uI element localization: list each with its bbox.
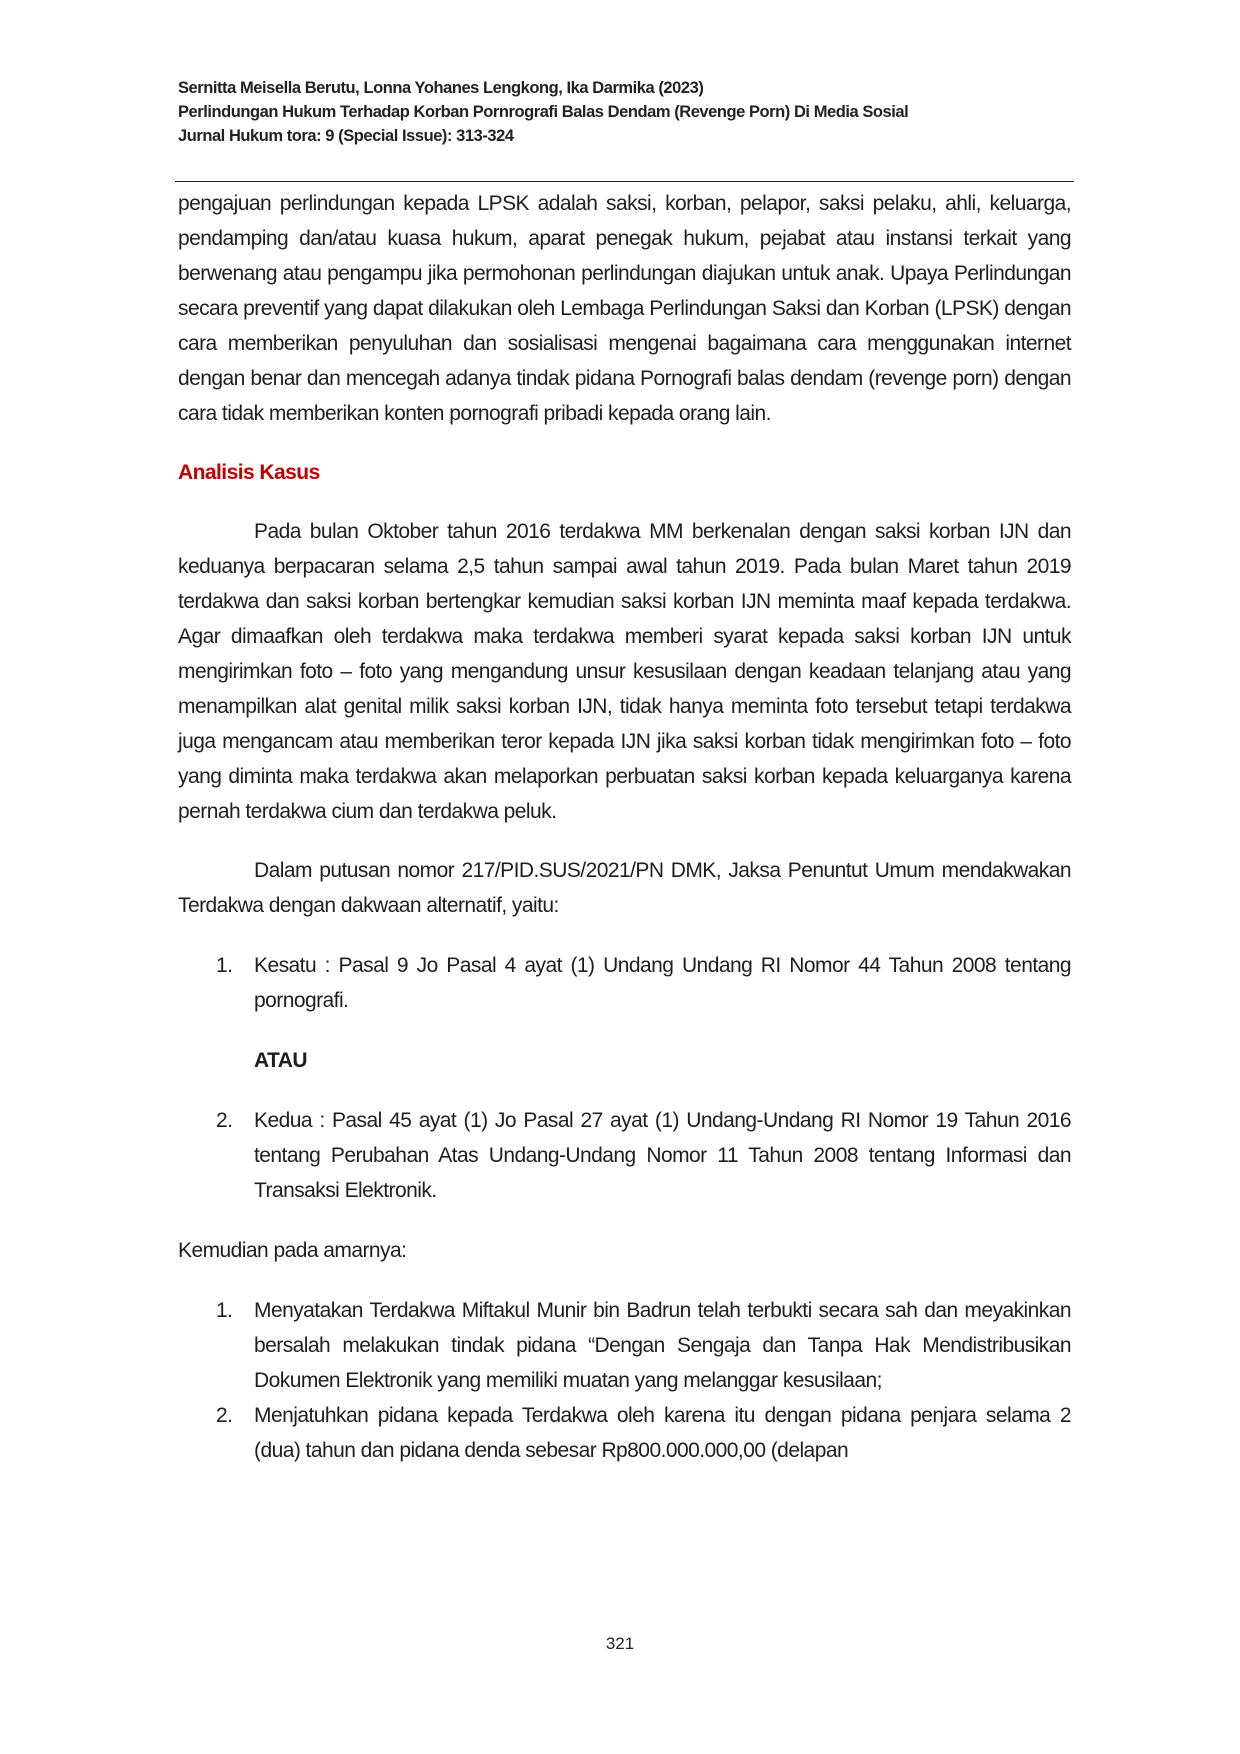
ruling-item <box>178 1293 1071 1398</box>
verdict-intro-paragraph: Dalam putusan nomor 217/PID.SUS/2021/PN DMK, Jaksa Penuntut Umum mendakwakan Terdakwa dengan dakwaan alternatif, yaitu: <box>178 859 1071 917</box>
list-number: 2. <box>216 1109 233 1132</box>
spacer <box>178 1018 1071 1043</box>
rulings-list <box>178 1293 1071 1468</box>
spacer <box>178 923 1071 948</box>
connector-atau: ATAU <box>254 1049 308 1072</box>
running-header <box>178 76 1078 148</box>
spacer <box>178 1268 1071 1293</box>
spacer <box>178 1208 1071 1233</box>
charges-list-continued <box>178 1103 1071 1208</box>
header-journal-citation: Jurnal Hukum tora: 9 (Special Issue): 313-324 <box>178 127 514 145</box>
ruling-item <box>178 1398 1071 1468</box>
spacer <box>178 829 1071 853</box>
page-body <box>178 186 1071 1468</box>
header-article-title: Perlindungan Hukum Terhadap Korban Pornrografi Balas Dendam (Revenge Porn) Di Media Sosial <box>178 103 909 121</box>
charge-text: Kesatu : Pasal 9 Jo Pasal 4 ayat (1) Undang Undang RI Nomor 44 Tahun 2008 tentang pornografi. <box>254 954 1071 1012</box>
page-number: 321 <box>605 1634 635 1653</box>
ruling-text: Menjatuhkan pidana kepada Terdakwa oleh karena itu dengan pidana penjara selama 2 (dua) tahun dan pidana denda sebesar Rp800.000.000,00 (delapan <box>254 1404 1071 1462</box>
list-number: 2. <box>216 1404 233 1427</box>
charges-list <box>178 948 1071 1018</box>
section-heading: Analisis Kasus <box>178 461 320 484</box>
header-authors: Sernitta Meisella Berutu, Lonna Yohanes Lengkong, Ika Darmika (2023) <box>178 79 704 97</box>
spacer <box>178 431 1071 455</box>
charge-item <box>178 948 1071 1018</box>
charge-text: Kedua : Pasal 45 ayat (1) Jo Pasal 27 ayat (1) Undang-Undang RI Nomor 19 Tahun 2016 tentang Perubahan Atas Undang-Undang Nomor 11 Tahun 2008 tentang Informasi dan Transaksi Elektronik. <box>254 1109 1071 1202</box>
ruling-intro: Kemudian pada amarnya: <box>178 1239 407 1262</box>
list-number: 1. <box>216 954 233 977</box>
header-divider <box>175 181 1074 182</box>
intro-paragraph: pengajuan perlindungan kepada LPSK adalah saksi, korban, pelapor, saksi pelaku, ahli, keluarga, pendamping dan/atau kuasa hukum, aparat penegak hukum, pejabat atau instansi terkait yang berwenang atau pengampu jika permohonan perlindungan diajukan untuk anak. Upaya Perlindungan secara preventif yang dapat dilakukan oleh Lembaga Perlindungan Saksi dan Korban (LPSK) dengan cara memberikan penyuluhan dan sosialisasi mengenai bagaimana cara menggunakan internet dengan benar dan mencegah adanya tindak pidana Pornografi balas dendam (revenge porn) dengan cara tidak memberikan konten pornografi pribadi kepada orang lain. <box>178 192 1071 425</box>
ruling-text: Menyatakan Terdakwa Miftakul Munir bin Badrun telah terbukti secara sah dan meyakinkan bersalah melakukan tindak pidana “Dengan Sengaja dan Tanpa Hak Mendistribusikan Dokumen Elektronik yang memiliki muatan yang melanggar kesusilaan; <box>254 1299 1071 1392</box>
case-paragraph: Pada bulan Oktober tahun 2016 terdakwa MM berkenalan dengan saksi korban IJN dan keduanya berpacaran selama 2,5 tahun sampai awal tahun 2019. Pada bulan Maret tahun 2019 terdakwa dan saksi korban bertengkar kemudian saksi korban IJN meminta maaf kepada terdakwa. Agar dimaafkan oleh terdakwa maka terdakwa memberi syarat kepada saksi korban IJN untuk mengirimkan foto – foto yang mengandung unsur kesusilaan dengan keadaan telanjang atau yang menampilkan alat genital milik saksi korban IJN, tidak hanya meminta foto tersebut tetapi terdakwa juga mengancam atau memberikan teror kepada IJN jika saksi korban tidak mengirimkan foto – foto yang diminta maka terdakwa akan melaporkan perbuatan saksi korban kepada keluarganya karena pernah terdakwa cium dan terdakwa peluk. <box>178 520 1071 823</box>
list-number: 1. <box>216 1299 233 1322</box>
spacer <box>178 1078 1071 1103</box>
spacer <box>178 490 1071 514</box>
charge-item <box>178 1103 1071 1208</box>
